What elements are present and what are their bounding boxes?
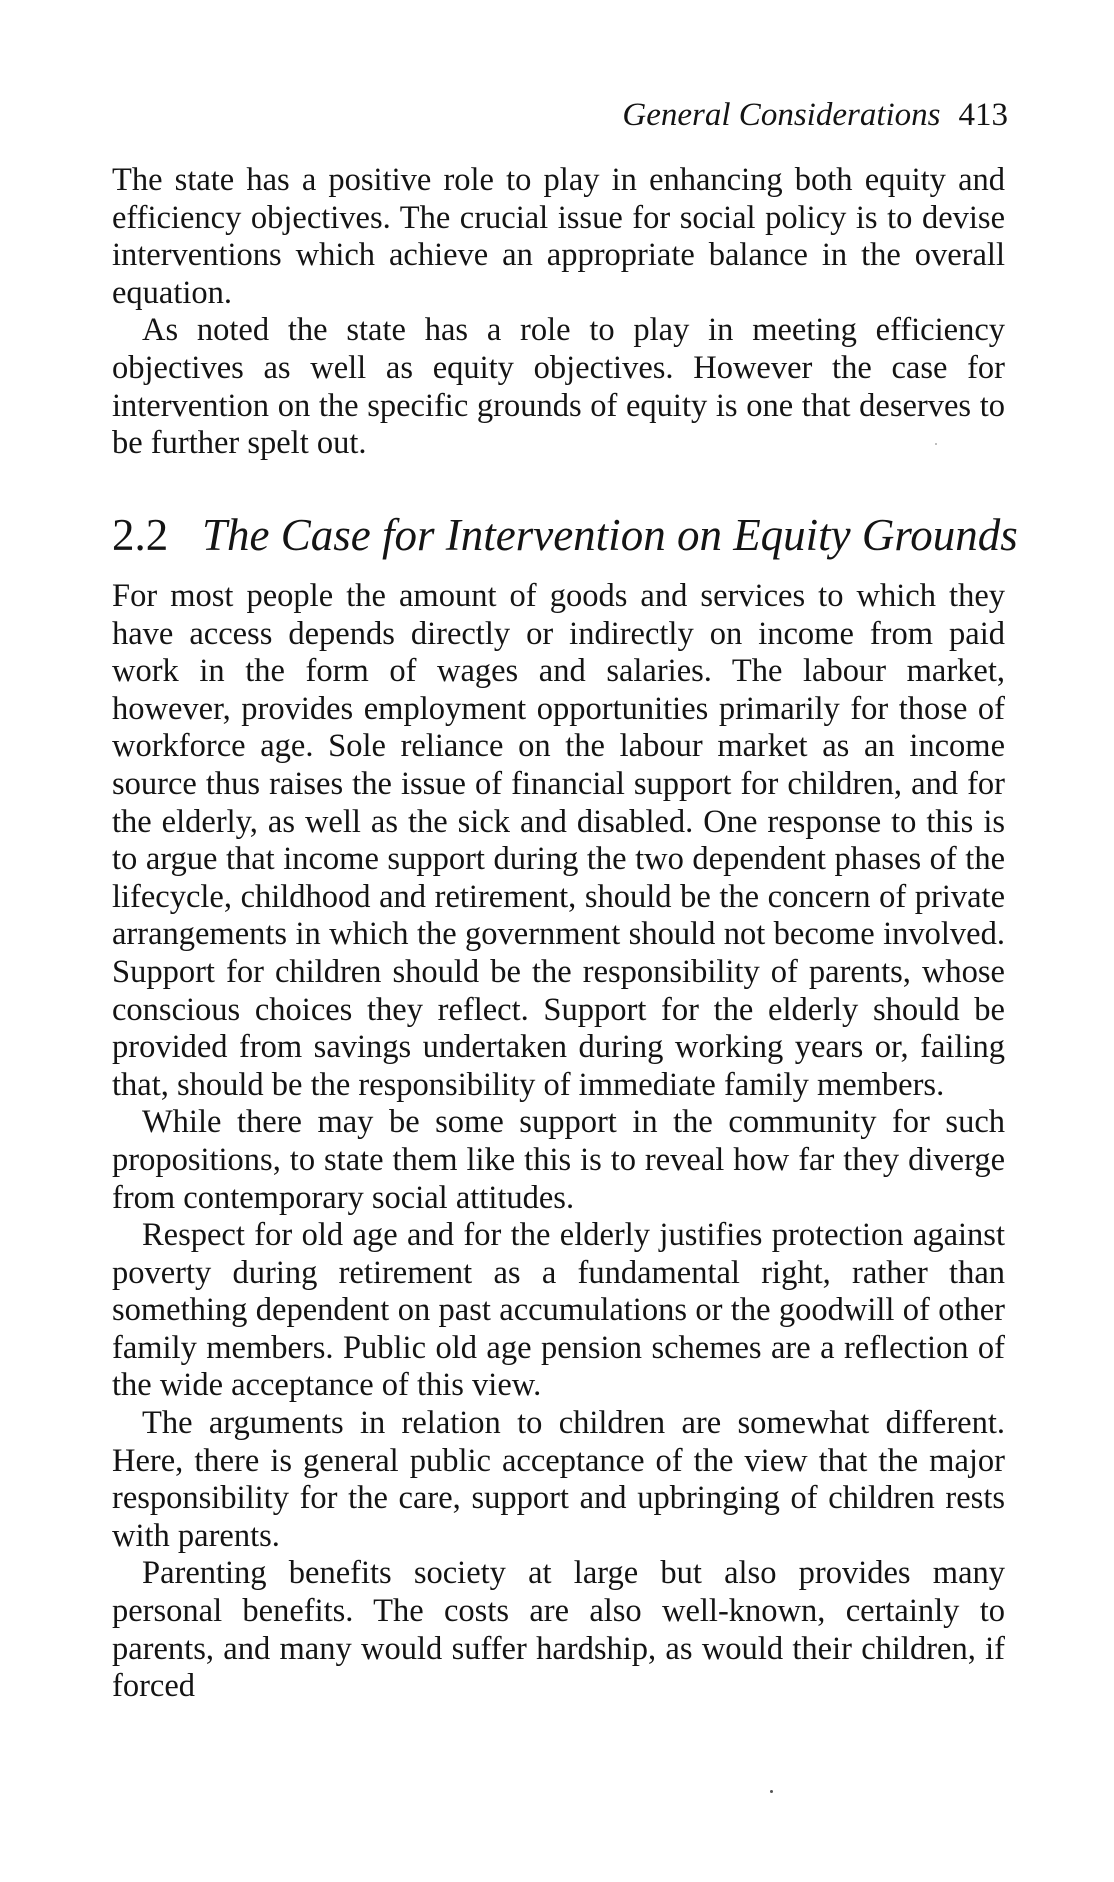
section-title: The Case for Intervention on Equity Grounds bbox=[202, 510, 1018, 560]
section-heading bbox=[112, 508, 1018, 562]
body-text-top bbox=[112, 162, 1005, 463]
paragraph: Parenting benefits society at large but also provides many personal benefits. The costs are also well-known, certainly to parents, and many would suffer hardship, as would their children, if forced bbox=[112, 1555, 1005, 1705]
paragraph: Respect for old age and for the elderly justifies protection against poverty during retirement as a fundamental right, rather than something dependent on past accumulations or the goodwill of other family members. Public old age pension schemes are a reflection of the wide acceptance of this view. bbox=[112, 1217, 1005, 1404]
body-text-bottom bbox=[112, 578, 1005, 1706]
running-head bbox=[622, 95, 1008, 135]
paragraph: The state has a positive role to play in enhancing both equity and efficiency objectives. The crucial issue for social policy is to devise interventions which achieve an appropriate balance in the overall equation. bbox=[112, 162, 1005, 311]
paragraph: While there may be some support in the community for such propositions, to state them like this is to reveal how far they diverge from contemporary social attitudes. bbox=[112, 1104, 1005, 1216]
page-number: 413 bbox=[958, 97, 1008, 133]
paragraph: The arguments in relation to children are somewhat different. Here, there is general public acceptance of the view that the major responsibility for the care, support and upbringing of children rests with parents. bbox=[112, 1405, 1005, 1554]
paragraph: As noted the state has a role to play in meeting efficiency objectives as well as equity objectives. However the case for intervention on the specific grounds of equity is one that deserves to be further spelt out. bbox=[112, 312, 1005, 462]
running-title: General Considerations bbox=[622, 97, 941, 133]
section-number: 2.2 bbox=[112, 510, 169, 560]
scan-speck bbox=[770, 1790, 773, 1793]
scan-speck bbox=[935, 443, 937, 445]
paragraph: For most people the amount of goods and services to which they have access depends directly or indirectly on income from paid work in the form of wages and salaries. The labour market, however, provides employment opportunities primarily for those of workforce age. Sole reliance on the labour market as an income source thus raises the issue of financial support for children, and for the elderly, as well as the sick and disabled. One response to this is to argue that income support during the two dependent phases of the lifecycle, childhood and retirement, should be the concern of private arrangements in which the government should not become involved. Support for children should be the responsibility of parents, whose conscious choices they reflect. Support for the elderly should be provided from savings undertaken during working years or, failing that, should be the responsibility of immediate family members. bbox=[112, 578, 1005, 1103]
